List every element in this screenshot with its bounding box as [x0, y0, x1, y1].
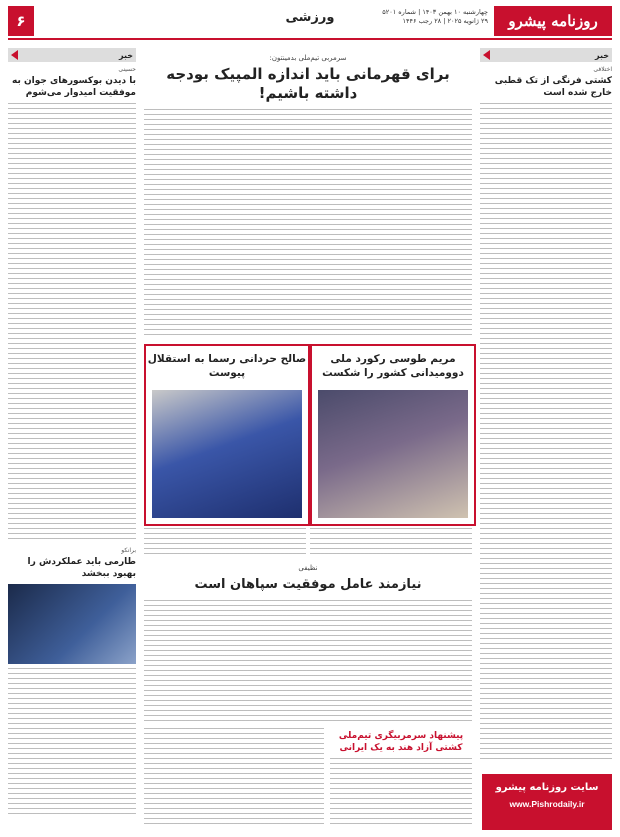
lower-story	[144, 558, 472, 722]
center-area	[144, 48, 472, 335]
news-label: خبر	[118, 50, 133, 60]
athlete-photo	[318, 390, 468, 518]
issue-date-gregorian: ۲۹ ژانویه ۲۰۲۵ | ۲۸ رجب ۱۴۴۶	[402, 17, 488, 25]
lower-headline[interactable]: نیازمند عامل موفقیت سپاهان است	[194, 577, 422, 592]
ad-url[interactable]: www.Pishrodaily.ir	[509, 799, 585, 809]
main-article-body	[144, 109, 472, 335]
right-column	[480, 48, 612, 763]
ad-title: سایت روزنامه پیشرو	[495, 782, 599, 793]
news-label: خبر	[594, 50, 609, 60]
main-kicker: سرمربی تیم‌ملی بدمینتون:	[269, 54, 347, 62]
issue-date-persian: چهارشنبه ۱۰ بهمن ۱۴۰۳ | شماره ۵۲۰۱	[382, 8, 488, 16]
bottom-article-body	[330, 758, 472, 828]
page-number: ۶	[8, 6, 34, 36]
article-body	[8, 668, 136, 818]
article-headline[interactable]: با دیدن بوکسورهای جوان به موفقیت امیدوار می‌شوم	[11, 76, 136, 98]
lower-article-body	[144, 600, 472, 722]
photo-story-tousi	[310, 344, 476, 526]
photo-story-hardani	[144, 344, 310, 526]
bottom-headline[interactable]: پیشنهاد سرمربیگری تیم‌ملی کشتی آزاد هند به یک ایرانی	[338, 731, 464, 753]
news-label-bar	[480, 48, 612, 62]
football-photo	[8, 584, 136, 664]
bottom-left-body	[144, 728, 324, 828]
website-ad[interactable]	[482, 774, 612, 830]
bottom-story	[330, 728, 472, 828]
photo-story-title[interactable]: مریم طوسی رکورد ملی دوومیدانی کشور را شکست	[322, 353, 464, 379]
article-body	[8, 103, 136, 543]
signing-photo	[152, 390, 302, 518]
photo-story-title[interactable]: صالح حردانی رسما به استقلال پیوست	[147, 353, 307, 379]
arrow-icon	[11, 50, 18, 60]
article-kicker: اختلافی	[593, 66, 612, 73]
photo-caption	[144, 528, 306, 554]
article-body	[480, 103, 612, 763]
article-kicker: حسینی	[118, 66, 136, 73]
newspaper-logo[interactable]: روزنامه پیشرو	[494, 6, 612, 36]
left-column	[8, 48, 136, 818]
section-title: ورزشی	[285, 10, 335, 25]
article-kicker: برانکو	[121, 547, 136, 554]
article-headline[interactable]: کشتی فرنگی از تک قطبی خارج شده است	[494, 76, 612, 98]
arrow-icon	[483, 50, 490, 60]
photo-caption	[310, 528, 472, 554]
article-headline[interactable]: طارمی باید عملکردش را بهبود ببخشد	[27, 557, 136, 579]
main-headline[interactable]: برای قهرمانی باید اندازه المپیک بودجه داشته باشیم!	[166, 65, 450, 102]
news-label-bar	[8, 48, 136, 62]
lower-kicker: نظیفی	[298, 564, 318, 572]
masthead-rule	[8, 38, 612, 40]
